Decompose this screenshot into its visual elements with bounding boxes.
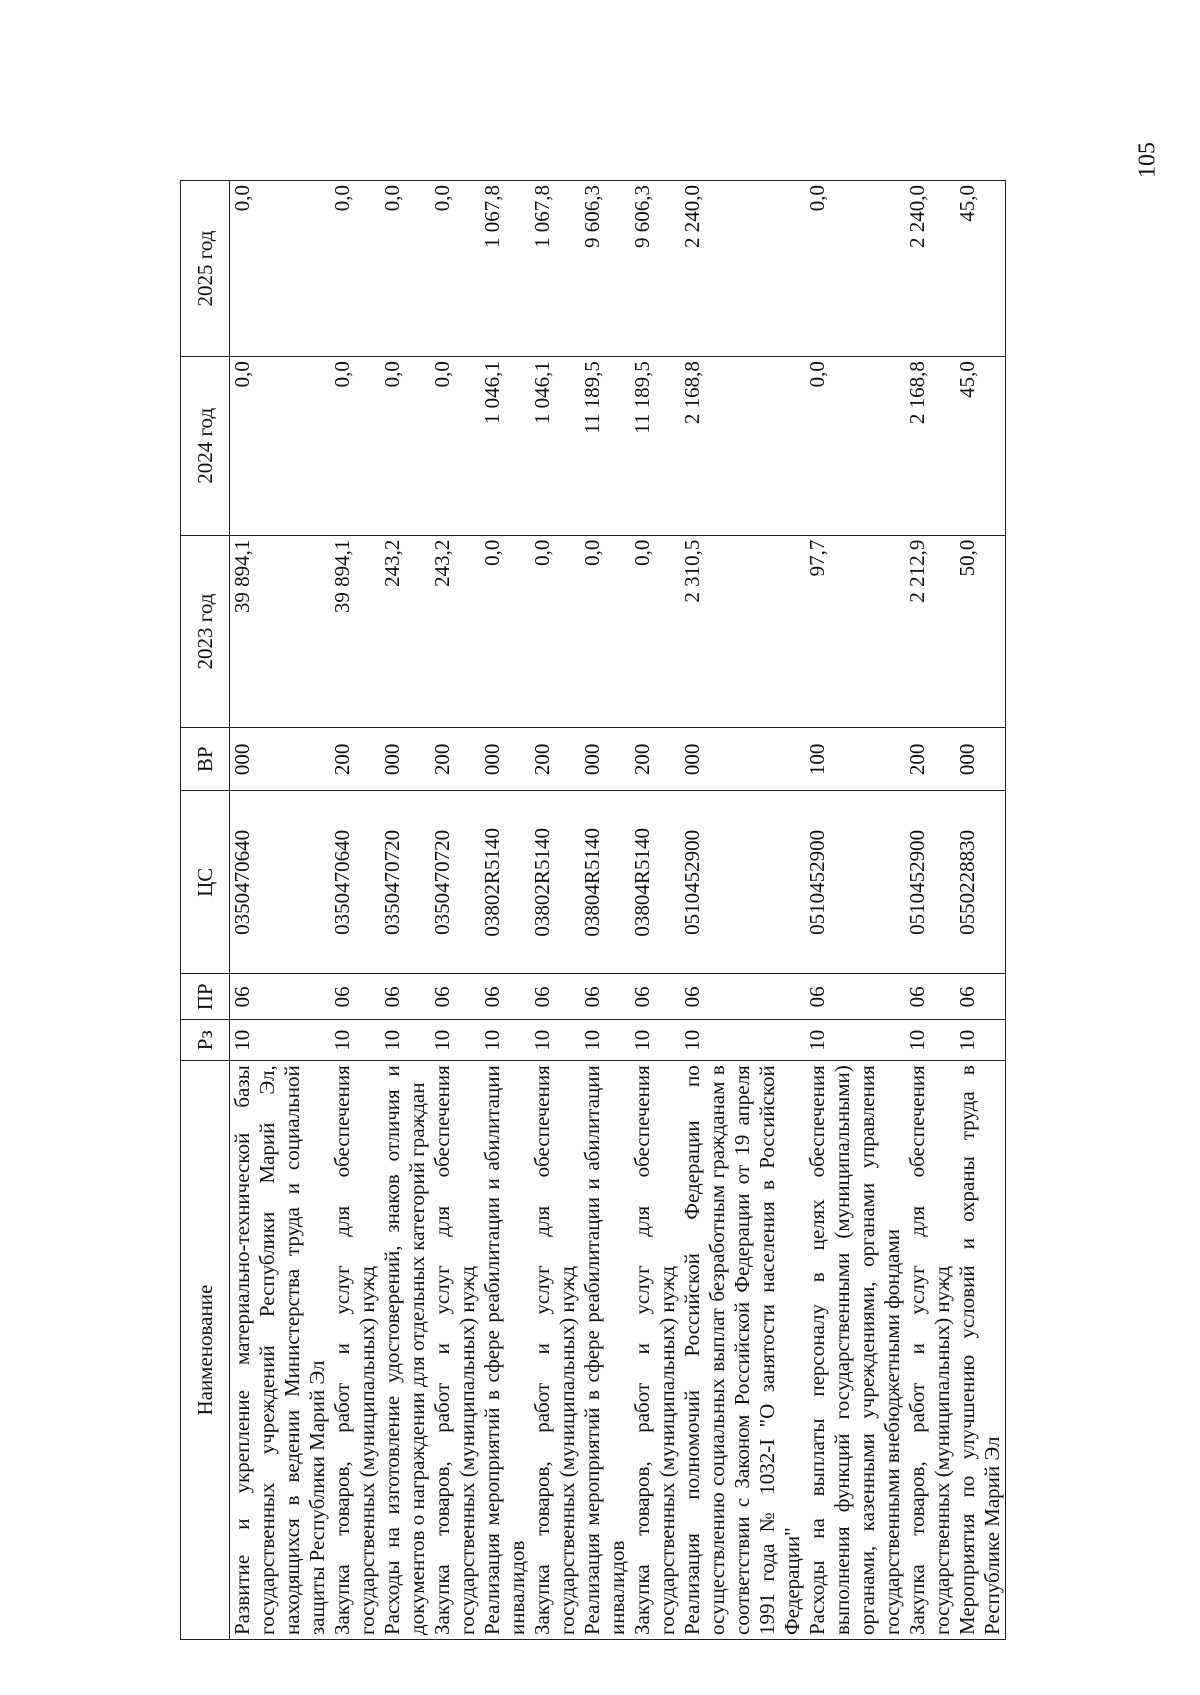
row-2024: 0,0: [430, 357, 480, 535]
row-cs: 0350470640: [230, 791, 331, 974]
row-pr: 06: [580, 974, 630, 1020]
row-2024: 1 046,1: [480, 357, 530, 535]
table-row: [430, 181, 480, 1640]
row-2024: 11 189,5: [580, 357, 630, 535]
row-2024: 45,0: [955, 357, 1006, 535]
row-rz: 10: [630, 1020, 680, 1061]
row-vr: 000: [580, 728, 630, 791]
row-vr: 000: [480, 728, 530, 791]
row-pr: 06: [430, 974, 480, 1020]
row-rz: 10: [530, 1020, 580, 1061]
table-row: [330, 181, 380, 1640]
row-rz: 10: [430, 1020, 480, 1061]
row-2024: 11 189,5: [630, 357, 680, 535]
row-2025: 9 606,3: [580, 181, 630, 357]
rotated-page-content: [180, 180, 1190, 1640]
row-cs: 03804R5140: [630, 791, 680, 974]
row-vr: 200: [630, 728, 680, 791]
row-2025: 0,0: [430, 181, 480, 357]
row-cs: 0550228830: [955, 791, 1006, 974]
row-cs: 0510452900: [805, 791, 905, 974]
table-row: [380, 181, 430, 1640]
row-2025: 2 240,0: [905, 181, 955, 357]
header-rz: Рз: [181, 1020, 230, 1061]
row-rz: 10: [330, 1020, 380, 1061]
header-name: Наименование: [181, 1061, 230, 1640]
table-row: [480, 181, 530, 1640]
row-name: Закупка товаров, работ и услуг для обеспечения государственных (муниципальных) нужд: [630, 1061, 680, 1640]
row-vr: 200: [330, 728, 380, 791]
header-2023: 2023 год: [181, 535, 230, 728]
row-pr: 06: [955, 974, 1006, 1020]
row-name: Реализация полномочий Российской Федерации по осуществлению социальных выплат безработным гражданам в соответствии с Законом Российской Федерации от 19 апреля 1991 года № 1032-I "О занятости населения в Российской Федерации": [680, 1061, 805, 1640]
row-2025: 0,0: [805, 181, 905, 357]
row-2024: 0,0: [330, 357, 380, 535]
row-2025: 0,0: [230, 181, 331, 357]
row-rz: 10: [580, 1020, 630, 1061]
row-cs: 0350470720: [380, 791, 430, 974]
header-pr: ПР: [181, 974, 230, 1020]
table-row: [905, 181, 955, 1640]
row-2023: 243,2: [380, 535, 430, 728]
row-name: Развитие и укрепление материально-технической базы государственных учреждений Республики Марий Эл, находящихся в ведении Министерства труда и социальной защиты Республики Марий Эл: [230, 1061, 331, 1640]
header-2025: 2025 год: [181, 181, 230, 357]
row-2024: 2 168,8: [680, 357, 805, 535]
row-2024: 1 046,1: [530, 357, 580, 535]
row-2023: 0,0: [480, 535, 530, 728]
row-name: Закупка товаров, работ и услуг для обеспечения государственных (муниципальных) нужд: [430, 1061, 480, 1640]
table-row: [580, 181, 630, 1640]
row-name: Закупка товаров, работ и услуг для обеспечения государственных (муниципальных) нужд: [530, 1061, 580, 1640]
row-2023: 2 212,9: [905, 535, 955, 728]
header-2024: 2024 год: [181, 357, 230, 535]
row-cs: 0350470720: [430, 791, 480, 974]
row-cs: 0510452900: [905, 791, 955, 974]
row-pr: 06: [330, 974, 380, 1020]
row-rz: 10: [805, 1020, 905, 1061]
row-pr: 06: [630, 974, 680, 1020]
row-name: Расходы на изготовление удостоверений, знаков отличия и документов о награждении для отдельных категорий граждан: [380, 1061, 430, 1640]
row-2024: 0,0: [230, 357, 331, 535]
row-cs: 03802R5140: [480, 791, 530, 974]
row-vr: 200: [905, 728, 955, 791]
row-2023: 50,0: [955, 535, 1006, 728]
row-2025: 45,0: [955, 181, 1006, 357]
row-vr: 200: [530, 728, 580, 791]
table-row: [530, 181, 580, 1640]
row-rz: 10: [230, 1020, 331, 1061]
table-row: [955, 181, 1006, 1640]
header-vr: ВР: [181, 728, 230, 791]
row-rz: 10: [955, 1020, 1006, 1061]
page-number: 105: [1134, 142, 1161, 178]
row-rz: 10: [680, 1020, 805, 1061]
row-name: Закупка товаров, работ и услуг для обеспечения государственных (муниципальных) нужд: [330, 1061, 380, 1640]
row-vr: 000: [380, 728, 430, 791]
row-2023: 2 310,5: [680, 535, 805, 728]
table-row: [630, 181, 680, 1640]
row-pr: 06: [230, 974, 331, 1020]
row-name: Реализация мероприятий в сфере реабилитации и абилитации инвалидов: [580, 1061, 630, 1640]
table-row: [230, 181, 331, 1640]
row-2023: 0,0: [630, 535, 680, 728]
row-2023: 243,2: [430, 535, 480, 728]
row-rz: 10: [380, 1020, 430, 1061]
row-2023: 39 894,1: [330, 535, 380, 728]
row-pr: 06: [905, 974, 955, 1020]
row-name: Мероприятия по улучшению условий и охраны труда в Республике Марий Эл: [955, 1061, 1006, 1640]
row-cs: 0350470640: [330, 791, 380, 974]
row-2023: 0,0: [580, 535, 630, 728]
row-vr: 000: [680, 728, 805, 791]
row-2023: 97,7: [805, 535, 905, 728]
row-cs: 03802R5140: [530, 791, 580, 974]
row-rz: 10: [905, 1020, 955, 1061]
budget-table: [180, 180, 1006, 1640]
row-pr: 06: [380, 974, 430, 1020]
row-cs: 03804R5140: [580, 791, 630, 974]
row-2025: 0,0: [330, 181, 380, 357]
row-2023: 39 894,1: [230, 535, 331, 728]
row-vr: 100: [805, 728, 905, 791]
row-2024: 0,0: [380, 357, 430, 535]
row-cs: 0510452900: [680, 791, 805, 974]
header-cs: ЦС: [181, 791, 230, 974]
row-2024: 2 168,8: [905, 357, 955, 535]
table-row: [680, 181, 805, 1640]
row-2023: 0,0: [530, 535, 580, 728]
row-rz: 10: [480, 1020, 530, 1061]
row-name: Закупка товаров, работ и услуг для обеспечения государственных (муниципальных) нужд: [905, 1061, 955, 1640]
row-pr: 06: [480, 974, 530, 1020]
row-2025: 2 240,0: [680, 181, 805, 357]
row-pr: 06: [805, 974, 905, 1020]
row-name: Реализация мероприятий в сфере реабилитации и абилитации инвалидов: [480, 1061, 530, 1640]
row-vr: 000: [230, 728, 331, 791]
row-2025: 9 606,3: [630, 181, 680, 357]
row-pr: 06: [530, 974, 580, 1020]
table-header-row: [181, 181, 230, 1640]
row-2025: 0,0: [380, 181, 430, 357]
row-name: Расходы на выплаты персоналу в целях обеспечения выполнения функций государственными (муниципальными) органами, казенными учреждениями, органами управления государственными внебюджетными фондами: [805, 1061, 905, 1640]
row-vr: 200: [430, 728, 480, 791]
row-2024: 0,0: [805, 357, 905, 535]
table-row: [805, 181, 905, 1640]
row-vr: 000: [955, 728, 1006, 791]
row-2025: 1 067,8: [480, 181, 530, 357]
row-2025: 1 067,8: [530, 181, 580, 357]
row-pr: 06: [680, 974, 805, 1020]
